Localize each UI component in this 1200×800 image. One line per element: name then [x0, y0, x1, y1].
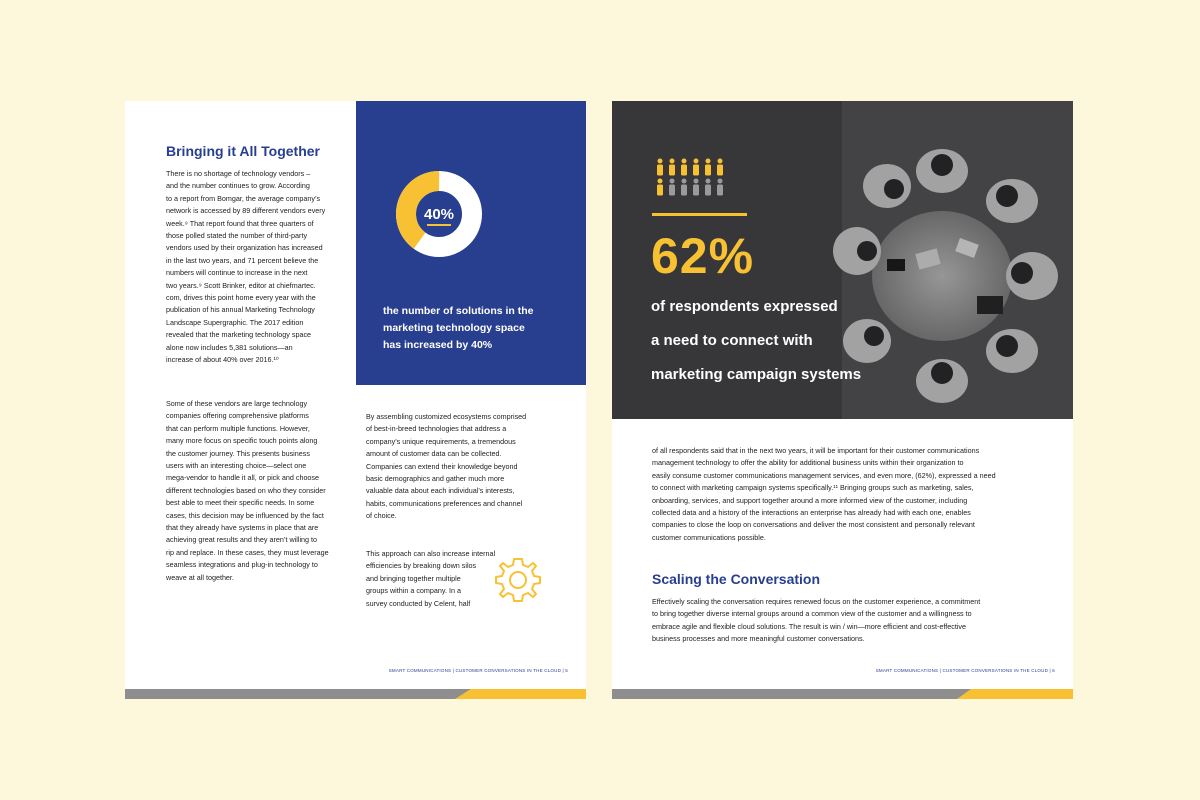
stat-divider	[652, 213, 747, 216]
section-heading-bringing-together: Bringing it All Together	[166, 143, 320, 159]
person-icon-highlighted	[681, 159, 687, 176]
person-icon-highlighted	[693, 159, 699, 176]
person-icon-highlighted	[657, 159, 663, 176]
page-footer: SMART COMMUNICATIONS | CUSTOMER CONVERSATIONS IN THE CLOUD | 5	[388, 668, 568, 673]
footer-bar-grey	[125, 689, 505, 699]
person-icon	[669, 179, 675, 196]
donut-label-underline	[427, 224, 451, 226]
body-paragraph-respondents: of all respondents said that in the next two years, it will be important for their customer communications management technology to offer the ability for additional business units within their organization to easily consume customer communications management services, and even more, (62%), expressed a need to connect with marketing campaign systems specifically.¹¹ Bringing groups such as marketing, sales, onboarding, services, and support together around a more informed view of the customer, including collected data and a history of the interactions an enterprise has already had with each one, enables companies to close the loop on conversations and deliver the most consistent and personally relevant customer communications possible.	[652, 446, 996, 542]
stat-caption: of respondents expressed a need to connect with marketing campaign systems	[651, 298, 862, 383]
footer-bar-yellow	[957, 689, 1073, 699]
gear-icon	[493, 555, 543, 605]
body-paragraph-efficiencies: This approach can also increase internal efficiencies by breaking down silos and bringing together multiple groups within a company. In a survey conducted by Celent, half	[366, 549, 496, 608]
donut-chart-40-percent	[394, 169, 484, 259]
person-icon	[693, 179, 699, 196]
person-icon-highlighted	[669, 159, 675, 176]
page-footer: SMART COMMUNICATIONS | CUSTOMER CONVERSATIONS IN THE CLOUD | 6	[875, 668, 1055, 673]
stat-callout-text: the number of solutions in the marketing technology space has increased by 40%	[383, 305, 534, 351]
person-icon	[705, 179, 711, 196]
brochure-page-5	[125, 101, 586, 699]
body-paragraph-ecosystems: By assembling customized ecosystems comprised of best-in-breed technologies that address a company’s unique requirements, a tremendous amount of customer data can be collected. Companies can extend their knowledge beyond basic demographics and gather much more valuable data about each individual’s interests, habits, communications preferences and channel of choice.	[366, 412, 527, 521]
section-heading-scaling: Scaling the Conversation	[652, 571, 821, 587]
donut-center-label: 40%	[423, 206, 455, 223]
person-icon-highlighted	[705, 159, 711, 176]
body-paragraph-vendors: There is no shortage of technology vendors – and the number continues to grow. According to a report from Bomgar, the average company’s network is accessed by 89 different vendors every week.⁹ That report found that three quarters of those polled stated the number of third-party vendors used by their organization has increased in the last two years, and 71 percent believe the numbers will continue to increase in the next two years.⁹ Scott Brinker, editor at chiefmartec. com, drives this point home every year with the publication of his annual Marketing Technology Landscape Supergraphic. The 2017 edition revealed that the marketing technology space alone now includes 5,381 solutions—an increase of about 40% over 2016.¹⁰	[166, 169, 326, 365]
person-icon	[717, 179, 723, 196]
person-icon-highlighted	[657, 179, 663, 196]
footer-bar-yellow	[455, 689, 586, 699]
footer-bar-grey	[612, 689, 992, 699]
person-icon-highlighted	[717, 159, 723, 176]
person-icon	[681, 179, 687, 196]
brochure-page-6	[612, 101, 1073, 699]
people-ratio-icon	[655, 158, 730, 198]
body-paragraph-large-vendors: Some of these vendors are large technology companies offering comprehensive platforms that can perform multiple functions. However, many more focus on specific touch points along the customer journey. This presents business users with an interesting choice—select one mega-vendor to handle it all, or pick and choose different technologies based on who they consider best able to meet their specific needs. In some cases, this decision may be influenced by the fact that they already have systems in place that are achieving great results and they aren’t willing to rip and replace. In these cases, they must leverage seamless integrations and plug-in technology to weave at all together.	[166, 399, 329, 582]
meeting-photo	[612, 101, 1073, 419]
stat-callout-panel	[356, 101, 586, 385]
big-stat-62-percent: 62%	[651, 228, 755, 284]
body-paragraph-scaling: Effectively scaling the conversation requires renewed focus on the customer experience, a commitment to bring together diverse internal groups around a common view of the customer and a willingness to embrace agile and flexible cloud solutions. The result is win / win—more efficient and cost-effective business processes and more meaningful customer conversations.	[652, 597, 981, 644]
